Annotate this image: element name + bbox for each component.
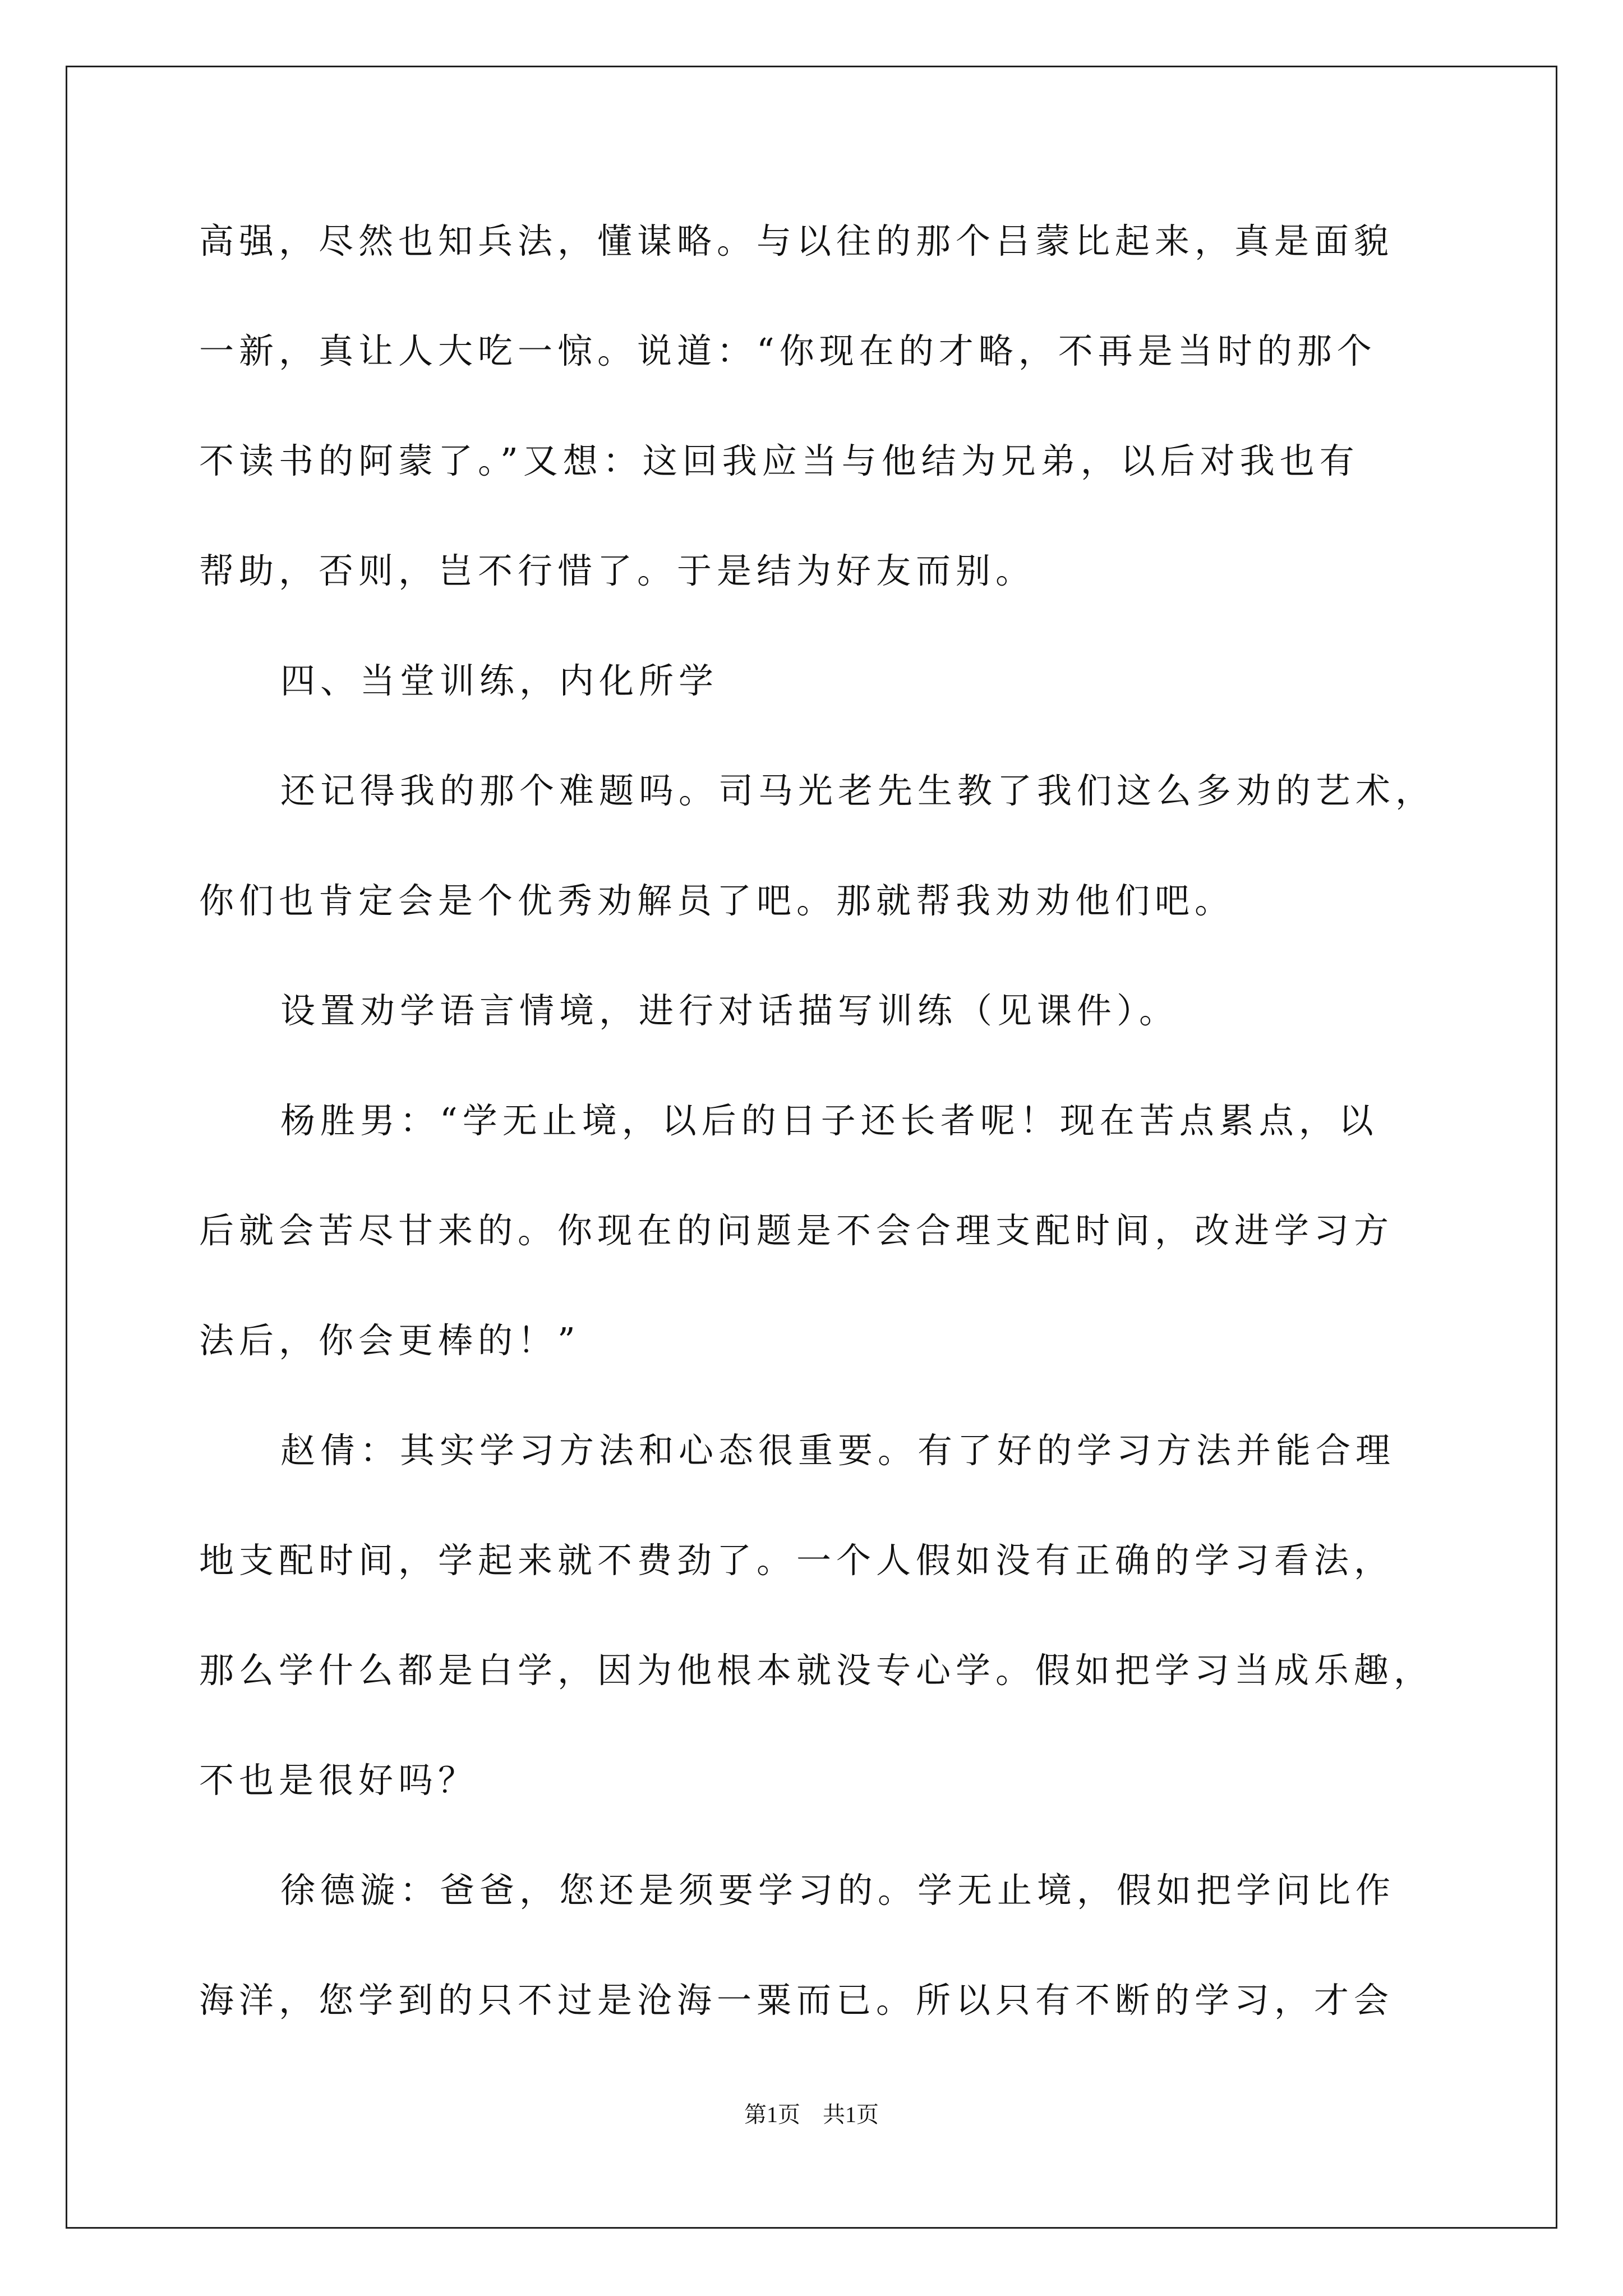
text-line: 海洋，您学到的只不过是沧海一粟而已。所以只有不断的学习，才会 [199, 1980, 1394, 2021]
text-line: 帮助，否则，岂不行惜了。于是结为好友而别。 [199, 550, 1036, 591]
text-line: 不读书的阿蒙了。”又想：这回我应当与他结为兄弟，以后对我也有 [199, 440, 1359, 481]
text-line: 不也是很好吗？ [199, 1760, 478, 1801]
text-line: 赵倩：其实学习方法和心态很重要。有了好的学习方法并能合理 [280, 1430, 1396, 1471]
text-line: 法后，你会更棒的！” [199, 1320, 580, 1361]
text-line: 杨胜男：“学无止境，以后的日子还长者呢！现在苦点累点，以 [280, 1100, 1378, 1141]
text-line: 设置劝学语言情境，进行对话描写训练（见课件）。 [280, 990, 1179, 1031]
text-line: 那么学什么都是白学，因为他根本就没专心学。假如把学习当成乐趣， [199, 1650, 1434, 1691]
page-footer: 第1页 共1页 [744, 2102, 879, 2127]
text-line: 后就会苦尽甘来的。你现在的问题是不会合理支配时间，改进学习方 [199, 1210, 1394, 1251]
text-line: 一新，真让人大吃一惊。说道：“你现在的才略，不再是当时的那个 [199, 330, 1377, 371]
section-heading: 四、当堂训练，内化所学 [280, 660, 719, 701]
text-line: 徐德漩：爸爸，您还是须要学习的。学无止境，假如把学问比作 [280, 1870, 1396, 1911]
text-line: 你们也肯定会是个优秀劝解员了吧。那就帮我劝劝他们吧。 [199, 880, 1235, 921]
text-line: 还记得我的那个难题吗。司马光老先生教了我们这么多劝的艺术， [280, 770, 1436, 811]
text-line: 高强，尽然也知兵法，懂谋略。与以往的那个吕蒙比起来，真是面貌 [199, 220, 1394, 261]
text-line: 地支配时间，学起来就不费劲了。一个人假如没有正确的学习看法， [199, 1540, 1394, 1581]
